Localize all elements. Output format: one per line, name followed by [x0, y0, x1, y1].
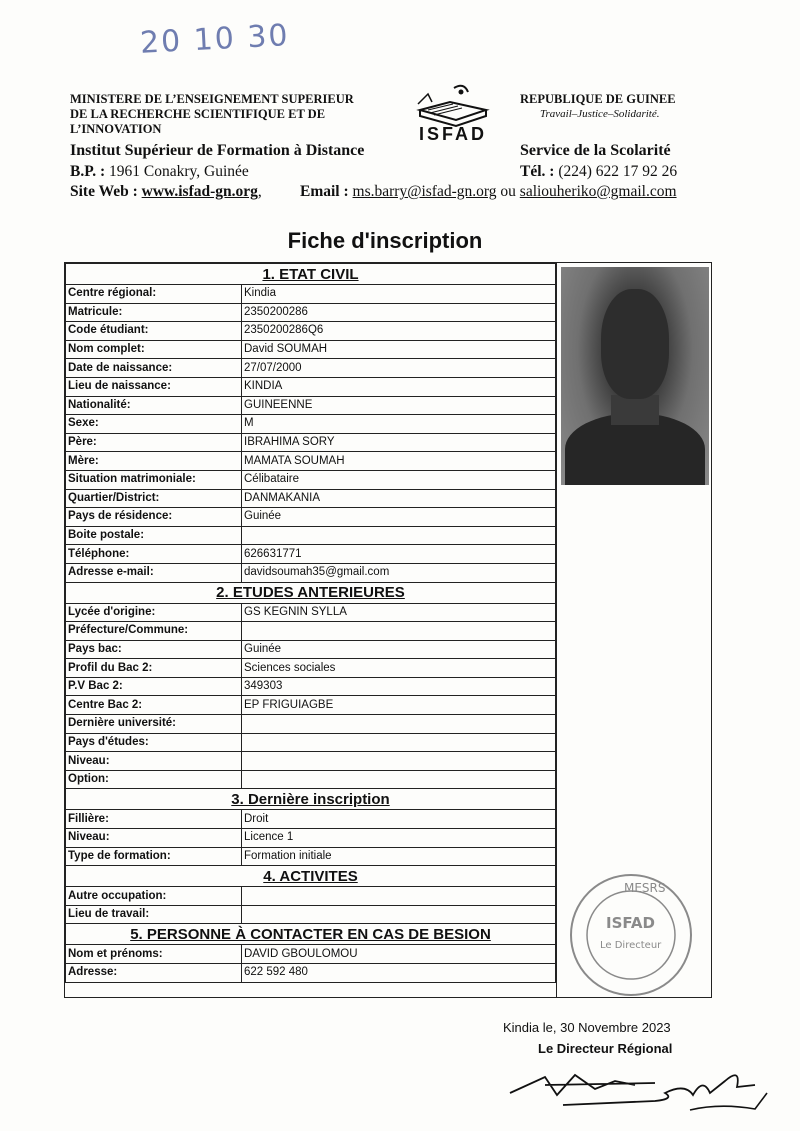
email-separator: ou: [500, 183, 516, 200]
field-label: Adresse:: [66, 964, 242, 983]
photo-neck: [611, 395, 659, 425]
form-row: [66, 640, 556, 659]
field-value: [242, 905, 556, 924]
field-label: Nom et prénoms:: [66, 945, 242, 964]
field-value: KINDIA: [242, 377, 556, 396]
form-row: [66, 829, 556, 848]
field-label: Téléphone:: [66, 545, 242, 564]
field-value: DANMAKANIA: [242, 489, 556, 508]
ministry-header: [70, 92, 354, 137]
field-value: 27/07/2000: [242, 359, 556, 378]
field-value: Guinée: [242, 640, 556, 659]
field-label: Centre Bac 2:: [66, 696, 242, 715]
field-value: davidsoumah35@gmail.com: [242, 563, 556, 582]
form-row: [66, 526, 556, 545]
field-label: Père:: [66, 433, 242, 452]
form-row: [66, 433, 556, 452]
field-value: EP FRIGUIAGBE: [242, 696, 556, 715]
tel-label: Tél. :: [520, 163, 555, 180]
field-value: 349303: [242, 677, 556, 696]
field-value: DAVID GBOULOMOU: [242, 945, 556, 964]
field-label: Quartier/District:: [66, 489, 242, 508]
email-label: Email :: [300, 183, 349, 200]
signatory-title: Le Directeur Régional: [538, 1041, 673, 1056]
form-row: [66, 752, 556, 771]
field-value: 622 592 480: [242, 964, 556, 983]
form-row: [66, 415, 556, 434]
section-title: 4. ACTIVITES: [66, 866, 556, 887]
section-title: 3. Dernière inscription: [66, 789, 556, 810]
field-label: Lieu de naissance:: [66, 377, 242, 396]
field-label: Pays de résidence:: [66, 508, 242, 527]
field-label: Pays d'études:: [66, 733, 242, 752]
field-label: Pays bac:: [66, 640, 242, 659]
form-row: [66, 396, 556, 415]
form-row: [66, 677, 556, 696]
form-row: [66, 285, 556, 304]
section-header: [66, 789, 556, 810]
telephone-line: [520, 163, 677, 181]
form-row: [66, 359, 556, 378]
field-value: Sciences sociales: [242, 659, 556, 678]
field-value: Formation initiale: [242, 847, 556, 866]
field-label: Dernière université:: [66, 715, 242, 734]
field-value: GS KEGNIN SYLLA: [242, 603, 556, 622]
ministry-line: DE LA RECHERCHE SCIENTIFIQUE ET DE: [70, 107, 326, 121]
stamp-text-ring: MESRS: [624, 881, 666, 895]
field-value: David SOUMAH: [242, 340, 556, 359]
form-row: [66, 945, 556, 964]
form-row: [66, 905, 556, 924]
section-title: 2. ETUDES ANTERIEURES: [66, 582, 556, 603]
ministry-line: MINISTERE DE L’ENSEIGNEMENT SUPERIEUR: [70, 92, 354, 106]
field-value: Guinée: [242, 508, 556, 527]
field-value: IBRAHIMA SORY: [242, 433, 556, 452]
form-table: [65, 263, 556, 983]
section-title: 5. PERSONNE À CONTACTER EN CAS DE BESION: [66, 924, 556, 945]
field-value: 2350200286Q6: [242, 322, 556, 341]
field-label: Préfecture/Commune:: [66, 622, 242, 641]
field-label: Nom complet:: [66, 340, 242, 359]
field-label: Niveau:: [66, 829, 242, 848]
form-row: [66, 964, 556, 983]
stamp-text-center: ISFAD: [606, 914, 655, 932]
form-row: [66, 489, 556, 508]
official-stamp: [566, 870, 696, 1000]
field-value: 2350200286: [242, 303, 556, 322]
field-value: Droit: [242, 810, 556, 829]
field-value: [242, 622, 556, 641]
handwritten-signature: [505, 1055, 785, 1125]
form-row: [66, 508, 556, 527]
form-row: [66, 715, 556, 734]
field-label: Lieu de travail:: [66, 905, 242, 924]
field-value: GUINEENNE: [242, 396, 556, 415]
field-value: [242, 770, 556, 789]
field-value: Célibataire: [242, 470, 556, 489]
form-row: [66, 470, 556, 489]
ministry-line: L’INNOVATION: [70, 122, 162, 136]
form-row: [66, 322, 556, 341]
field-label: Niveau:: [66, 752, 242, 771]
field-label: Profil du Bac 2:: [66, 659, 242, 678]
section-header: [66, 264, 556, 285]
form-row: [66, 733, 556, 752]
form-row: [66, 770, 556, 789]
field-value: [242, 526, 556, 545]
form-row: [66, 847, 556, 866]
stamp-text-title: Le Directeur: [600, 940, 662, 951]
field-label: Boite postale:: [66, 526, 242, 545]
field-label: Fillière:: [66, 810, 242, 829]
republic-name: REPUBLIQUE DE GUINEE: [520, 92, 676, 106]
student-photo: [561, 267, 709, 485]
field-value: [242, 752, 556, 771]
field-label: Adresse e-mail:: [66, 563, 242, 582]
field-label: Centre régional:: [66, 285, 242, 304]
field-label: P.V Bac 2:: [66, 677, 242, 696]
handwritten-number: 20 10 30: [139, 18, 291, 61]
email-line: [300, 183, 677, 201]
place-date: Kindia le, 30 Novembre 2023: [503, 1020, 671, 1035]
form-row: [66, 696, 556, 715]
section-header: [66, 866, 556, 887]
tel-value: (224) 622 17 92 26: [558, 163, 678, 180]
logo-text: ISFAD: [418, 124, 487, 144]
website-link[interactable]: www.isfad-gn.org: [141, 183, 258, 200]
field-label: Autre occupation:: [66, 887, 242, 906]
form-row: [66, 377, 556, 396]
field-label: Date de naissance:: [66, 359, 242, 378]
section-header: [66, 582, 556, 603]
field-label: Sexe:: [66, 415, 242, 434]
field-label: Option:: [66, 770, 242, 789]
field-label: Lycée d'origine:: [66, 603, 242, 622]
republic-motto: Travail–Justice–Solidarité.: [540, 108, 660, 120]
form-row: [66, 659, 556, 678]
form-row: [66, 622, 556, 641]
field-label: Nationalité:: [66, 396, 242, 415]
field-label: Mère:: [66, 452, 242, 471]
bp-label: B.P. :: [70, 163, 106, 180]
service-name: Service de la Scolarité: [520, 142, 671, 159]
form-row: [66, 340, 556, 359]
field-value: Licence 1: [242, 829, 556, 848]
field-value: M: [242, 415, 556, 434]
field-value: [242, 887, 556, 906]
email-link-2[interactable]: saliouheriko@gmail.com: [519, 183, 677, 200]
form-row: [66, 603, 556, 622]
web-label: Site Web :: [70, 183, 138, 200]
page-title: Fiche d'inscription: [287, 228, 483, 253]
institute-name: Institut Supérieur de Formation à Distance: [70, 142, 365, 159]
section-header: [66, 924, 556, 945]
form-row: [66, 303, 556, 322]
field-label: Type de formation:: [66, 847, 242, 866]
form-row: [66, 545, 556, 564]
field-label: Code étudiant:: [66, 322, 242, 341]
photo-head: [601, 289, 669, 399]
column-divider: [556, 263, 557, 997]
field-value: MAMATA SOUMAH: [242, 452, 556, 471]
postal-box: [70, 163, 249, 181]
field-label: Situation matrimoniale:: [66, 470, 242, 489]
field-value: [242, 715, 556, 734]
field-label: Matricule:: [66, 303, 242, 322]
form-row: [66, 810, 556, 829]
bp-value: 1961 Conakry, Guinée: [109, 163, 249, 180]
republic-header: [520, 92, 676, 122]
website-line: Site Web : www.isfad-gn.org,: [70, 183, 262, 200]
form-row: [66, 563, 556, 582]
form-row: [66, 887, 556, 906]
field-value: Kindia: [242, 285, 556, 304]
section-title: 1. ETAT CIVIL: [66, 264, 556, 285]
field-value: [242, 733, 556, 752]
email-link-1[interactable]: ms.barry@isfad-gn.org: [352, 183, 497, 200]
field-value: 626631771: [242, 545, 556, 564]
form-row: [66, 452, 556, 471]
